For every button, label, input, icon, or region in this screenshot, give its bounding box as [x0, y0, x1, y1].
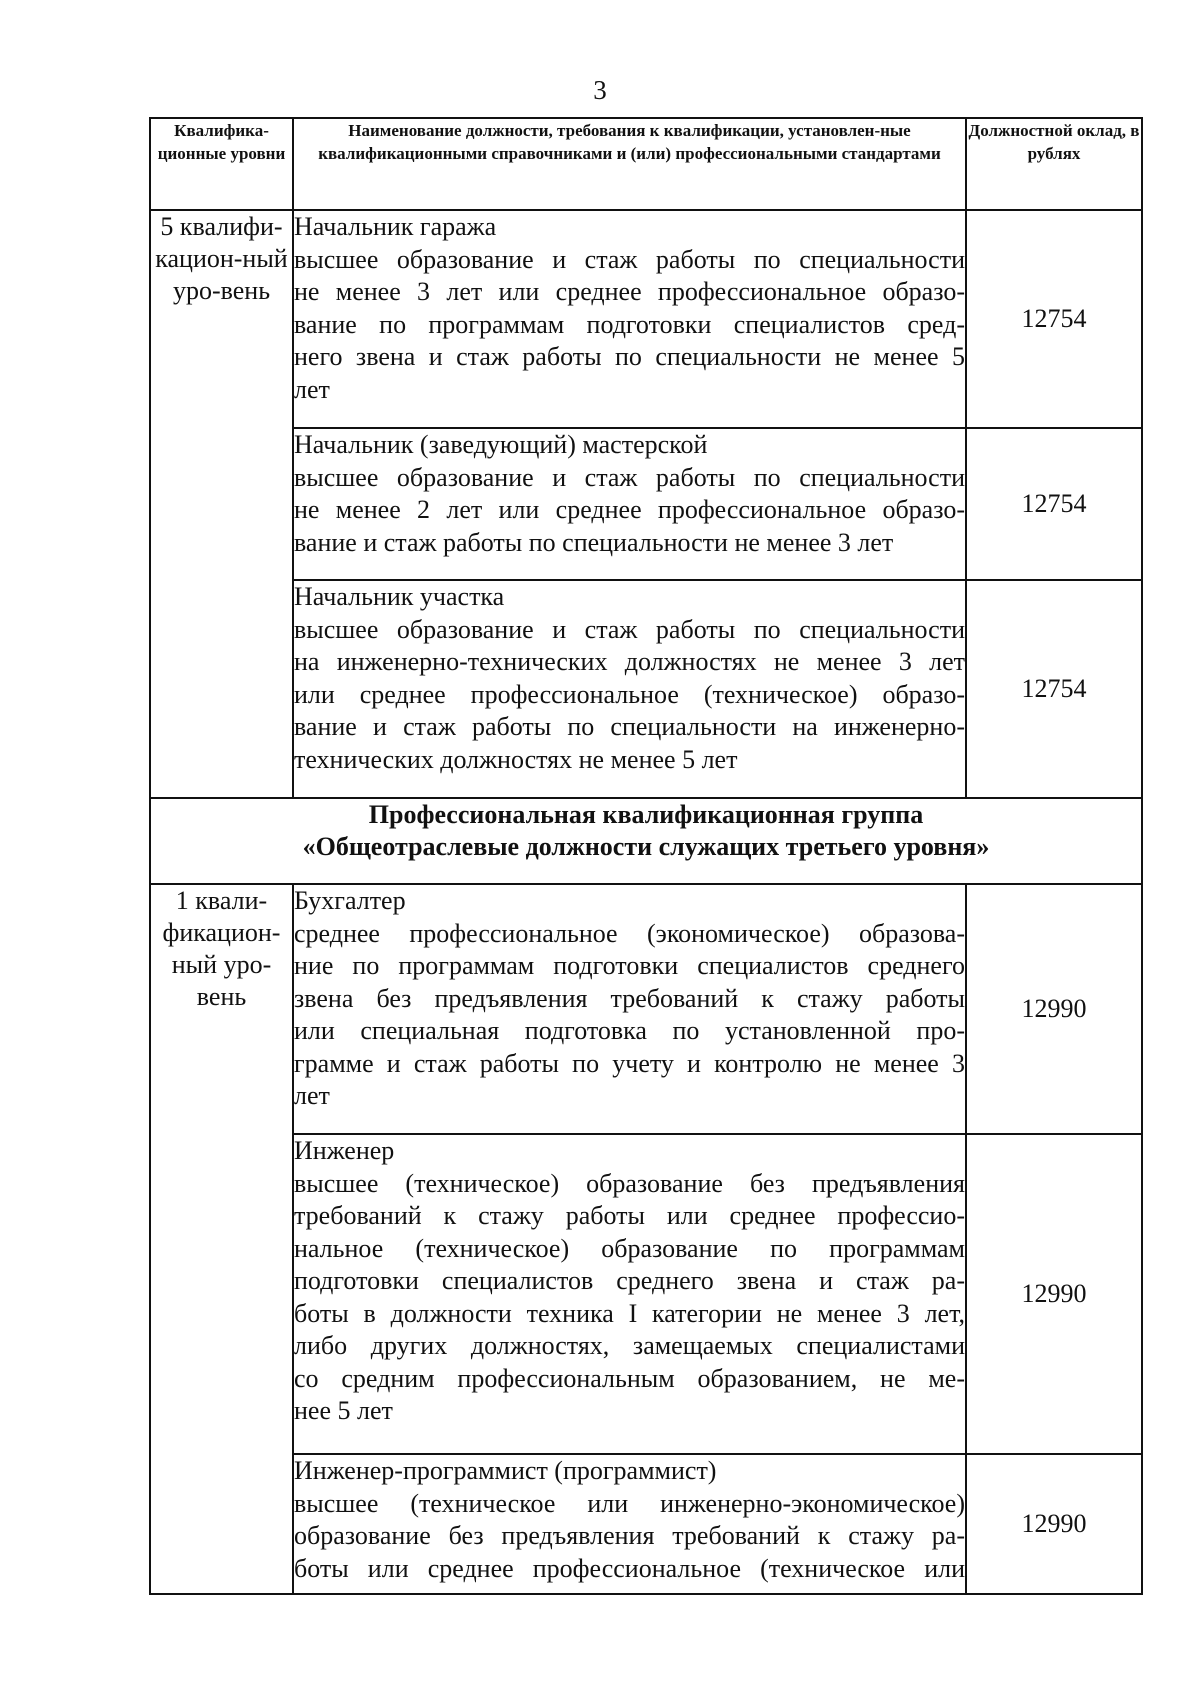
qualification-table: [149, 117, 1143, 1595]
requirement-line: ние по программам подготовки специалистов среднего: [294, 951, 965, 980]
requirement-line: требований к стажу работы или среднее профессио-: [294, 1201, 965, 1230]
requirement-line: не менее 2 лет или среднее профессиональное образо-: [294, 495, 965, 524]
position-title: Начальник участка: [294, 582, 505, 611]
header-salary: Должностной оклад, в рублях: [966, 118, 1142, 210]
requirement-line: высшее образование и стаж работы по специальности: [294, 244, 965, 274]
requirement-line: нее 5 лет: [294, 1396, 393, 1425]
requirement-line: звена без предъявления требований к стажу работы: [294, 983, 965, 1013]
table-row: [150, 428, 1142, 580]
qualification-level: 5 квалифи-кацион-ный уро-вень: [150, 210, 293, 798]
salary-value: 12990: [966, 1454, 1142, 1594]
table-header-row: [150, 118, 1142, 210]
requirement-line: боты в должности техника I категории не менее 3 лет,: [294, 1298, 965, 1328]
position-title: Начальник (заведующий) мастерской: [294, 430, 708, 459]
requirement-line: лет: [294, 374, 330, 404]
qualification-level: 1 квали-фикацион-ный уро-вень: [150, 884, 293, 1594]
salary-value: 12990: [966, 884, 1142, 1134]
requirement-line: образование без предъявления требований к стажу ра-: [294, 1521, 965, 1550]
salary-value: 12990: [966, 1134, 1142, 1454]
group-heading-line: Профессиональная квалификационная группа: [368, 800, 924, 829]
requirement-line: со средним профессиональным образованием, не ме-: [294, 1363, 965, 1393]
group-heading: [150, 798, 1142, 884]
position-description: [293, 884, 966, 1134]
requirement-line: высшее образование и стаж работы по специальности: [294, 614, 965, 644]
requirement-line: или специальная подготовка по установленной про-: [294, 1016, 965, 1045]
page-number: 3: [593, 75, 607, 105]
position-description: [293, 1454, 966, 1594]
table-row: [150, 884, 1142, 1134]
position-title: Бухгалтер: [294, 886, 406, 915]
group-heading-line: «Общеотраслевые должности служащих третьего уровня»: [302, 832, 990, 861]
requirement-line: вание и стаж работы по специальности не менее 3 лет: [294, 527, 894, 557]
salary-value: 12754: [966, 580, 1142, 798]
table-row: [150, 210, 1142, 428]
requirement-line: грамме и стаж работы по учету и контролю не менее 3: [294, 1048, 965, 1078]
salary-value: 12754: [966, 428, 1142, 580]
requirement-line: или среднее профессиональное (техническое) образо-: [294, 679, 965, 709]
table-row: [150, 580, 1142, 798]
position-description: [293, 1134, 966, 1454]
requirement-line: технических должностях не менее 5 лет: [294, 744, 738, 774]
header-position: Наименование должности, требования к квалификации, установлен-ные квалификационными справочниками и (или) профессиональными стандартами: [293, 118, 966, 210]
requirement-line: высшее (техническое или инженерно-экономическое): [294, 1488, 965, 1518]
position-title: Инженер-программист (программист): [294, 1456, 717, 1485]
position-description: [293, 210, 966, 428]
requirement-line: него звена и стаж работы по специальности не менее 5: [294, 342, 965, 371]
requirement-line: лет: [294, 1081, 330, 1110]
requirement-line: нальное (техническое) образование по программам: [294, 1233, 965, 1263]
requirement-line: на инженерно-технических должностях не менее 3 лет: [294, 647, 965, 676]
salary-value: 12754: [966, 210, 1142, 428]
table-row: [150, 1134, 1142, 1454]
requirement-line: либо других должностях, замещаемых специалистами: [294, 1331, 965, 1360]
group-row: [150, 798, 1142, 884]
requirement-line: высшее (техническое) образование без предъявления: [294, 1168, 965, 1198]
position-title: Инженер: [294, 1136, 395, 1165]
table-row: [150, 1454, 1142, 1594]
requirement-line: не менее 3 лет или среднее профессиональное образо-: [294, 277, 965, 306]
requirement-line: вание и стаж работы по специальности на инженерно-: [294, 712, 965, 741]
requirement-line: среднее профессиональное (экономическое) образова-: [294, 918, 965, 948]
position-description: [293, 580, 966, 798]
requirement-line: боты или среднее профессиональное (техническое или: [294, 1553, 965, 1583]
position-title: Начальник гаража: [294, 212, 497, 241]
position-description: [293, 428, 966, 580]
requirement-line: высшее образование и стаж работы по специальности: [294, 462, 965, 492]
requirement-line: вание по программам подготовки специалистов сред-: [294, 309, 965, 339]
header-level: Квалифика-ционные уровни: [150, 118, 293, 210]
requirement-line: подготовки специалистов среднего звена и стаж ра-: [294, 1266, 965, 1295]
